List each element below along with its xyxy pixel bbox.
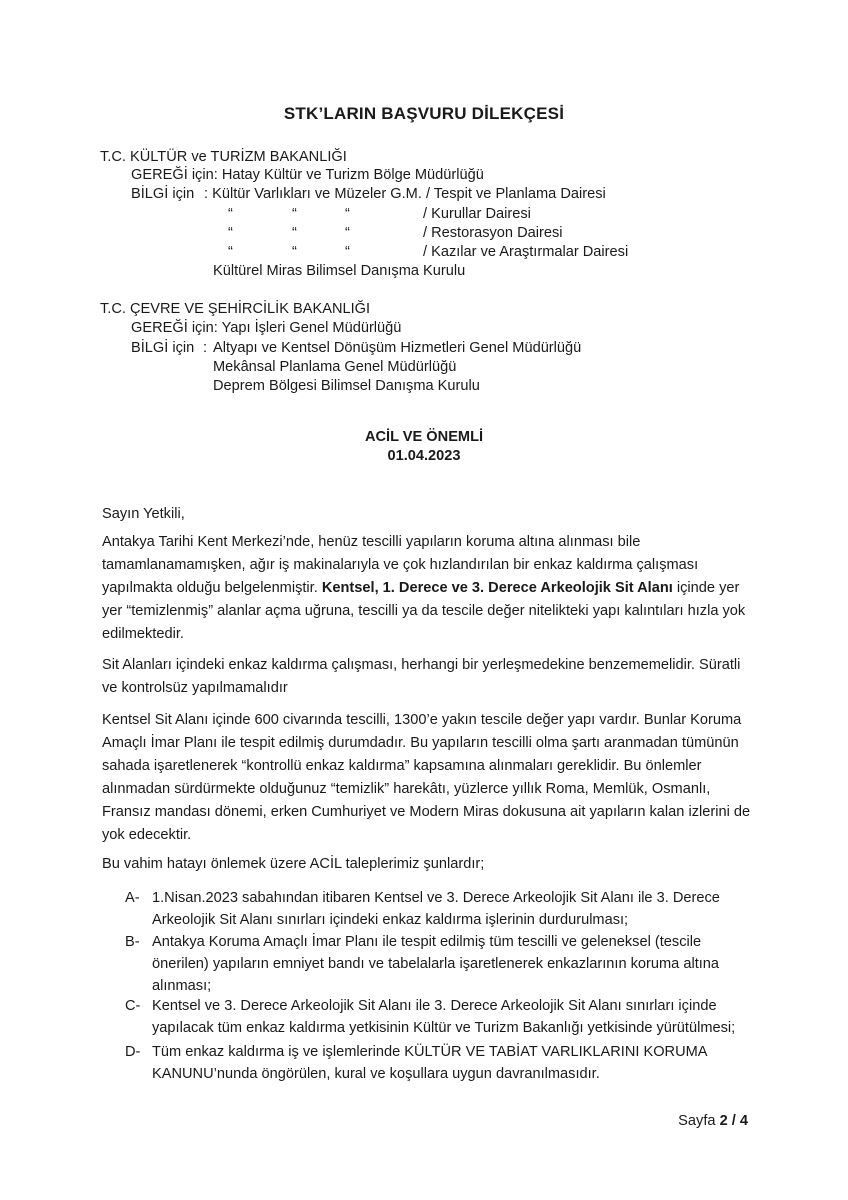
ministry-2-bilgi-item: Mekânsal Planlama Genel Müdürlüğü xyxy=(213,359,457,375)
bilgi-colon: : xyxy=(204,186,209,202)
document-date: 01.04.2023 xyxy=(387,448,461,464)
paragraph-3: Kentsel Sit Alanı içinde 600 civarında tescilli, 1300’e yakın tescile değer yapı vardır. Bunlar Koruma Amaçlı İmar Planı ile tespit edilmiş durumdadır. Bu yapıların tescilli olma şartı aranmadan tümünün sahada işaretlenerek “kontrollü enkaz kaldırma” kapsamına alınmaları gereklidir. Bu önlemler alınmadan sürdürmekte olduğunuz “temizlik” harekâtı, yüzlerce yıllık Roma, Memlük, Osmanlı, Fransız mandası dönemi, erken Cumhuriyet ve Modern Miras dokusuna ait yapıların kalan izlerini de yok edecektir. xyxy=(102,712,751,843)
ministry-1-name: T.C. KÜLTÜR ve TURİZM BAKANLIĞI xyxy=(100,149,347,165)
bilgi-value: Kültür Varlıkları ve Müzeler G.M. / Tespit ve Planlama Dairesi xyxy=(212,186,606,202)
ditto-mark: “ xyxy=(345,225,350,241)
ditto-mark: “ xyxy=(228,206,233,222)
bilgi-label: BİLGİ için xyxy=(131,186,195,202)
geregi-value: Hatay Kültür ve Turizm Bölge Müdürlüğü xyxy=(221,167,484,183)
paragraph-4: Bu vahim hatayı önlemek üzere ACİL taleplerimiz şunlardır; xyxy=(102,856,485,872)
salutation: Sayın Yetkili, xyxy=(102,506,185,522)
total-pages: 4 xyxy=(739,1113,748,1129)
bilgi-label: BİLGİ için xyxy=(131,340,195,356)
ditto-mark: “ xyxy=(228,225,233,241)
ministry-2-name: T.C. ÇEVRE VE ŞEHİRCİLİK BAKANLIĞI xyxy=(100,301,371,317)
ministry-2-bilgi-item: Altyapı ve Kentsel Dönüşüm Hizmetleri Genel Müdürlüğü xyxy=(213,340,582,356)
urgent-heading: ACİL VE ÖNEMLİ xyxy=(364,429,484,445)
list-item-letter: A- xyxy=(125,890,140,906)
page-separator: / xyxy=(731,1113,736,1129)
paragraph-1-part-2: içinde yer yer “temizlenmiş” alanlar açma uğruna, tescilli ya da tescile değer nitelikteki yapı kalıntıları hızla yok edilmektedir. xyxy=(102,580,746,642)
ditto-mark: “ xyxy=(292,244,297,260)
sub-item: / Kazılar ve Araştırmalar Dairesi xyxy=(423,244,629,260)
paragraph-1 xyxy=(102,531,752,646)
ditto-mark: “ xyxy=(345,206,350,222)
list-item-letter: C- xyxy=(125,998,141,1014)
ditto-mark: “ xyxy=(292,206,297,222)
geregi-value: Yapı İşleri Genel Müdürlüğü xyxy=(221,320,402,336)
ministry-2-bilgi xyxy=(131,337,194,360)
ministry-1-last-item: Kültürel Miras Bilimsel Danışma Kurulu xyxy=(213,263,466,279)
ditto-mark: “ xyxy=(228,244,233,260)
current-page: 2 xyxy=(719,1113,728,1129)
paragraph-1-part-1: Antakya Tarihi Kent Merkezi’nde, henüz tescilli yapıların koruma altına alınması bile tamamlanamamışken, ağır iş makinalarıyla ve çok hızlandırılan bir enkaz kaldırma çalışması yapılmakta olduğu belgelenmiştir. xyxy=(102,534,699,596)
list-item-text: Antakya Koruma Amaçlı İmar Planı ile tespit edilmiş tüm tescilli ve geleneksel (tescile önerilen) yapıların emniyet bandı ve tabelalarla işaretlenerek enkazlarının koruma altına alınması; xyxy=(152,934,720,994)
ditto-mark: “ xyxy=(345,244,350,260)
document-title: STK’LARIN BAŞVURU DİLEKÇESİ xyxy=(283,104,565,123)
list-item-text: 1.Nisan.2023 sabahından itibaren Kentsel ve 3. Derece Arkeolojik Sit Alanı ile 3. Derece Arkeolojik Sit Alanı sınırları içindeki enkaz kaldırma işlerinin durdurulması; xyxy=(152,890,720,928)
list-item-text: Tüm enkaz kaldırma iş ve işlemlerinde KÜLTÜR VE TABİAT VARLIKLARINI KORUMA KANUNU’nunda öngörülen, kural ve koşullara uygun davranılmasıdır. xyxy=(152,1044,707,1082)
list-item-text: Kentsel ve 3. Derece Arkeolojik Sit Alanı ile 3. Derece Arkeolojik Sit Alanı sınırları içinde yapılacak tüm enkaz kaldırma yetkisinin Kültür ve Turizm Bakanlığı yetkisinde yürütülmesi; xyxy=(152,998,736,1036)
ditto-mark: “ xyxy=(292,225,297,241)
page-number xyxy=(678,1110,748,1133)
paragraph-2: Sit Alanları içindeki enkaz kaldırma çalışması, herhangi bir yerleşmedekine benzememelidir. Süratli ve kontrolsüz yapılmamalıdır xyxy=(102,657,741,696)
list-item-letter: D- xyxy=(125,1044,141,1060)
list-item-letter: B- xyxy=(125,934,140,950)
ministry-2-bilgi-colon: : xyxy=(203,340,208,356)
ministry-2-bilgi-item: Deprem Bölgesi Bilimsel Danışma Kurulu xyxy=(213,378,480,394)
page-label: Sayfa xyxy=(678,1113,716,1129)
geregi-label: GEREĞİ için: xyxy=(131,167,218,183)
paragraph-1-bold: Kentsel, 1. Derece ve 3. Derece Arkeolojik Sit Alanı xyxy=(321,580,673,596)
sub-item: / Kurullar Dairesi xyxy=(423,206,531,222)
sub-item: / Restorasyon Dairesi xyxy=(423,225,563,241)
geregi-label: GEREĞİ için: xyxy=(131,320,218,336)
